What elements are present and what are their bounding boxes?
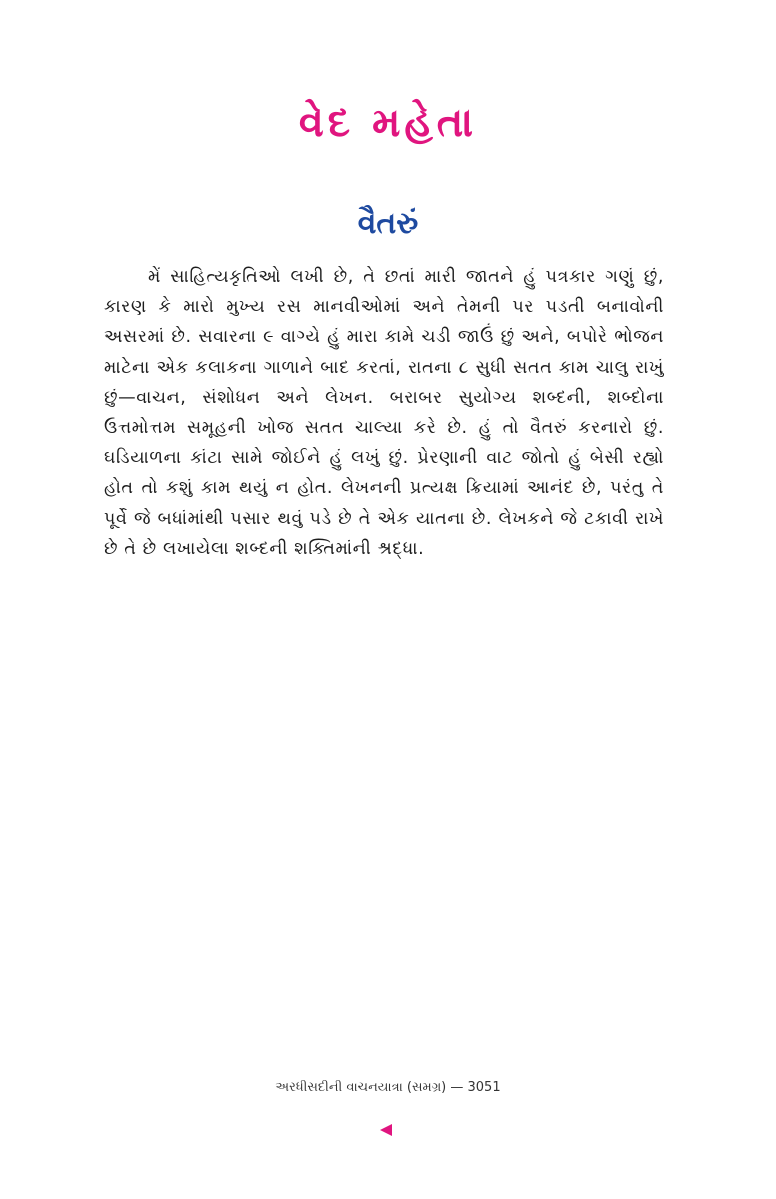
left-triangle-icon (380, 1124, 392, 1136)
essay-title: વૈતરું (357, 206, 419, 241)
body-paragraph: મેં સાહિત્યકૃતિઓ લખી છે, તે છતાં મારી જાતને હું પત્રકાર ગણું છું, કારણ કે મારો મુખ્ય રસ માનવીઓમાં અને તેમની પર પડતી બનાવોની અસરમાં છે. સવારના ૯ વાગ્યે હું મારા કામે ચડી જાઉં છું અને, બપોરે ભોજન માટેના એક કલાકના ગાળાને બાદ કરતાં, રાતના ૮ સુધી સતત કામ ચાલુ રાખું છું—વાચન, સંશોધન અને લેખન. બરાબર સુયોગ્ય શબ્દની, શબ્દોના ઉત્તમોત્તમ સમૂહની ખોજ સતત ચાલ્યા કરે છે. હું તો વૈતરું કરનારો છું. ઘડિયાળના કાંટા સામે જોઈને હું લખું છું. પ્રેરણાની વાટ જોતો હું બેસી રહ્યો હોત તો કશું કામ થયું ન હોત. લેખનની પ્રત્યક્ષ ક્રિયામાં આનંદ છે, પરંતુ તે પૂર્વે જે બધાંમાંથી પસાર થવું પડે છે તે એક યાતના છે. લેખકને જે ટકાવી રાખે છે તે છે લખાયેલા શબ્દની શક્તિમાંની શ્રદ્ધા. (104, 267, 664, 559)
page-footer: અરધીસદીની વાચનયાત્રા (સમગ્ર) — 3051 (275, 1080, 501, 1095)
author-heading: વેદ મહેતા (298, 100, 478, 146)
